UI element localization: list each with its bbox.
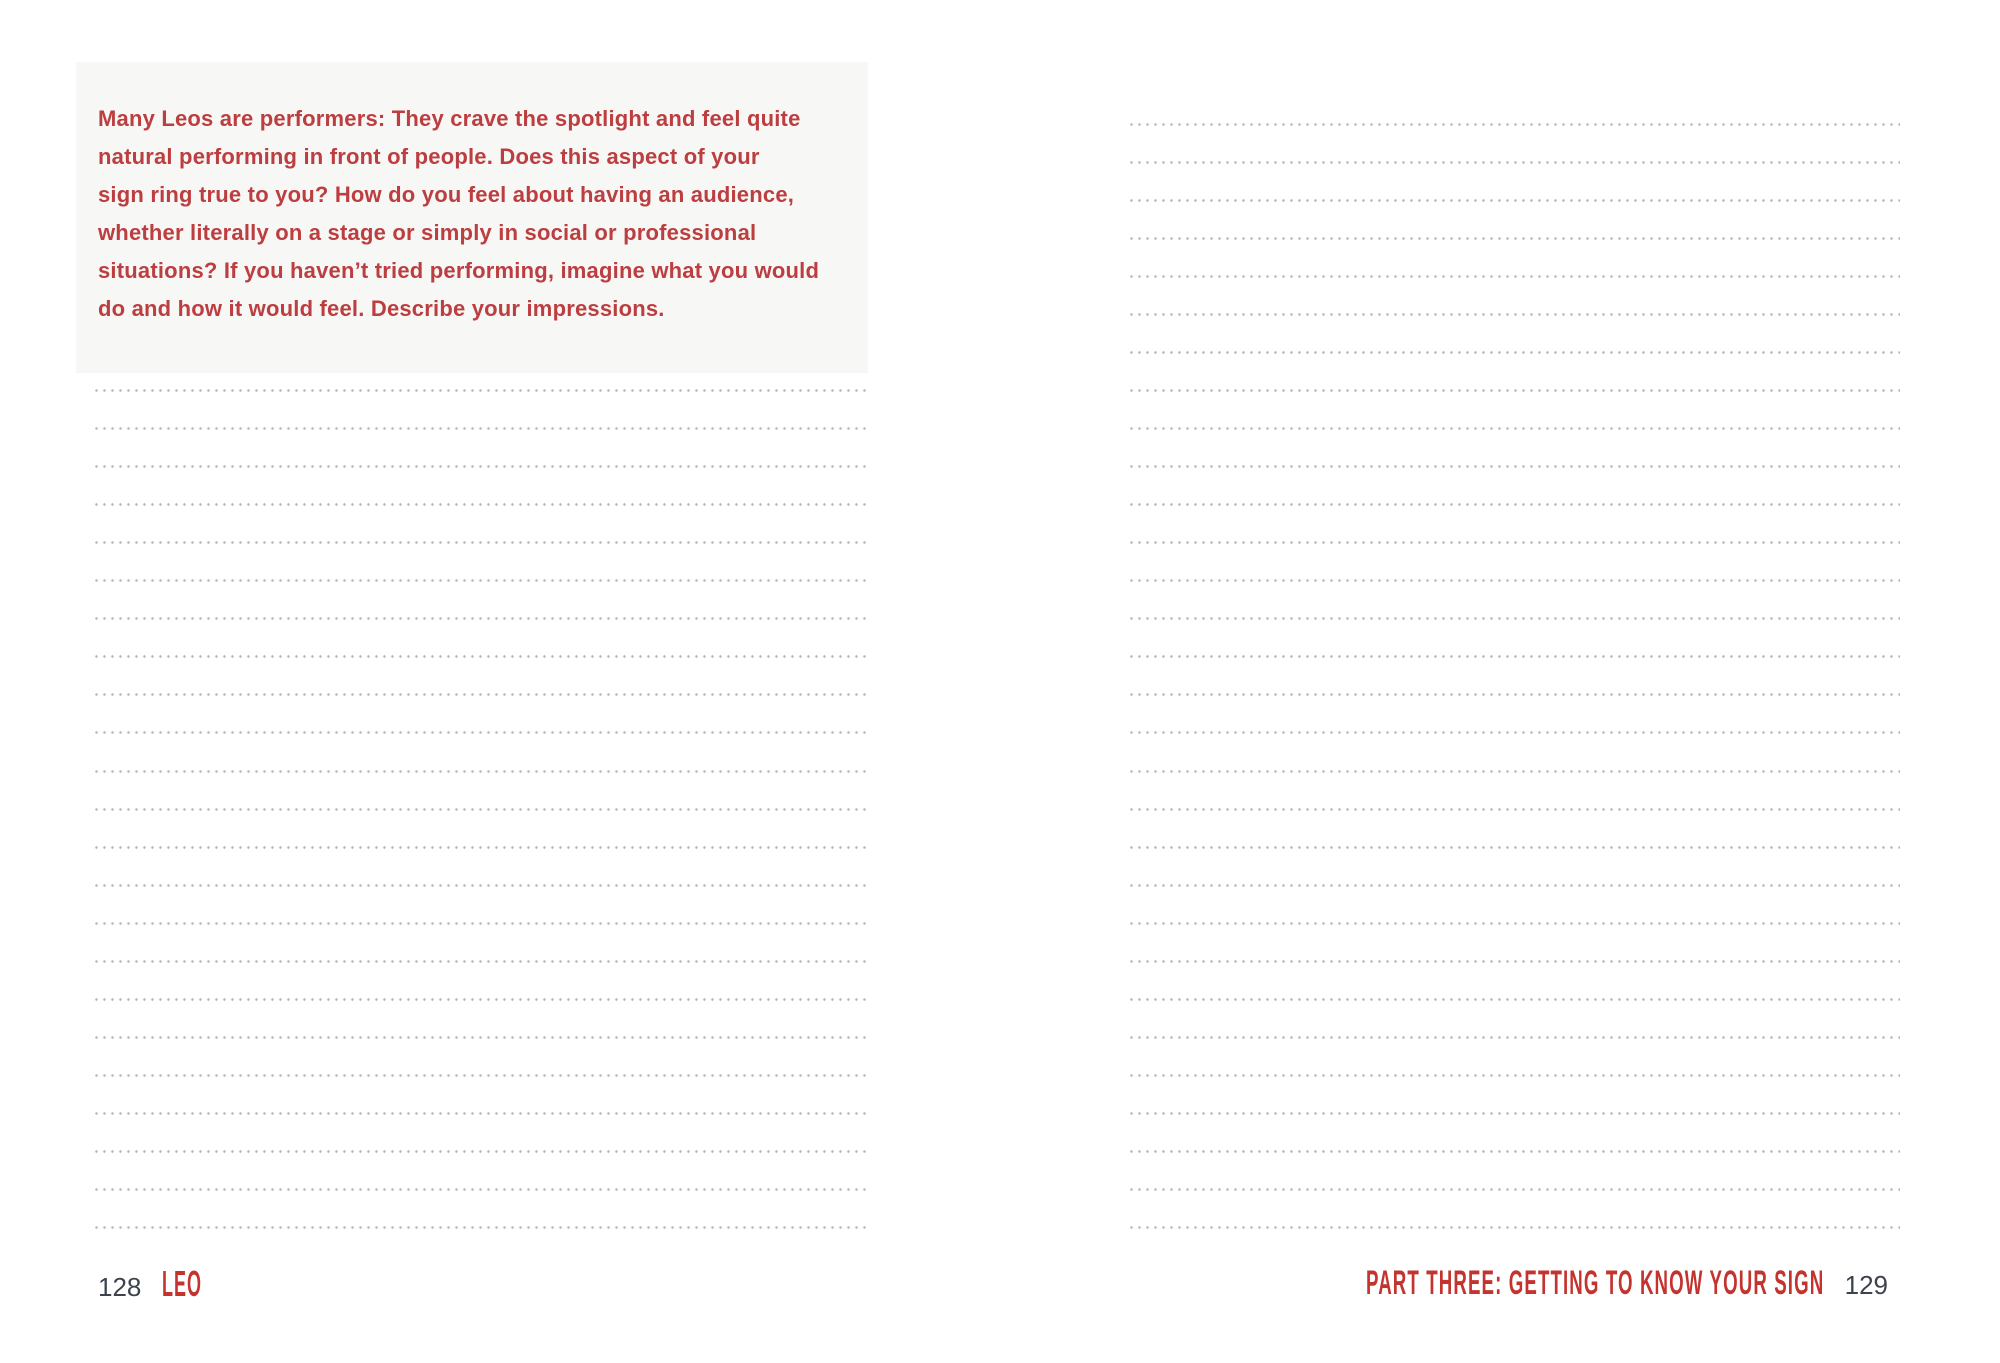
ruled-line: [1130, 389, 1900, 392]
ruled-line: [1130, 960, 1900, 963]
ruled-line: [1130, 998, 1900, 1001]
ruled-line: [1130, 161, 1900, 164]
ruled-line: [1130, 1036, 1900, 1039]
ruled-line: [95, 1226, 867, 1229]
ruled-line: [95, 1150, 867, 1153]
ruled-line: [95, 998, 867, 1001]
ruled-line: [95, 1188, 867, 1191]
left-page-footer: [98, 1263, 242, 1304]
ruled-line: [95, 884, 867, 887]
ruled-line: [1130, 123, 1900, 126]
ruled-line: [1130, 541, 1900, 544]
right-page-footer: [991, 1266, 1888, 1300]
prompt-text-line: whether literally on a stage or simply in social or professional: [98, 220, 757, 245]
ruled-line: [95, 693, 867, 696]
ruled-line: [1130, 731, 1900, 734]
ruled-line: [1130, 1074, 1900, 1077]
ruled-line: [1130, 579, 1900, 582]
ruled-line: [95, 617, 867, 620]
prompt-text-line: situations? If you haven’t tried performing, imagine what you would: [98, 258, 820, 283]
ruled-line: [1130, 1150, 1900, 1153]
journal-prompt: [98, 100, 819, 328]
ruled-line: [1130, 693, 1900, 696]
ruled-line: [95, 808, 867, 811]
prompt-text-line: natural performing in front of people. Does this aspect of your: [98, 144, 760, 169]
ruled-line: [95, 541, 867, 544]
ruled-line: [95, 427, 867, 430]
prompt-text-line: Many Leos are performers: They crave the spotlight and feel quite: [98, 106, 801, 131]
ruled-line: [1130, 617, 1900, 620]
ruled-line: [95, 1074, 867, 1077]
ruled-line: [1130, 884, 1900, 887]
ruled-line: [95, 1112, 867, 1115]
ruled-line: [1130, 427, 1900, 430]
ruled-line: [1130, 503, 1900, 506]
prompt-text-line: do and how it would feel. Describe your impressions.: [98, 296, 665, 321]
ruled-line: [95, 389, 867, 392]
page-number-left: 128: [98, 1272, 142, 1302]
ruled-line: [1130, 465, 1900, 468]
ruled-line: [1130, 1226, 1900, 1229]
ruled-line: [1130, 275, 1900, 278]
section-label-part-three: PART THREE: GETTING TO KNOW YOUR SIGN: [1366, 1264, 1825, 1302]
ruled-line: [1130, 237, 1900, 240]
ruled-line: [1130, 1112, 1900, 1115]
ruled-line: [95, 655, 867, 658]
ruled-line: [95, 846, 867, 849]
ruled-line: [1130, 922, 1900, 925]
chapter-label-leo: LEO: [162, 1263, 203, 1304]
ruled-line: [1130, 199, 1900, 202]
ruled-line: [95, 579, 867, 582]
page-number-right: 129: [1844, 1270, 1888, 1300]
ruled-line: [95, 503, 867, 506]
ruled-line: [1130, 808, 1900, 811]
ruled-line: [95, 731, 867, 734]
ruled-line: [95, 770, 867, 773]
ruled-line: [1130, 351, 1900, 354]
prompt-text-line: sign ring true to you? How do you feel about having an audience,: [98, 182, 795, 207]
ruled-line: [1130, 655, 1900, 658]
ruled-line: [95, 922, 867, 925]
ruled-line: [95, 1036, 867, 1039]
ruled-line: [95, 960, 867, 963]
ruled-line: [1130, 770, 1900, 773]
ruled-line: [95, 465, 867, 468]
ruled-line: [1130, 313, 1900, 316]
ruled-line: [1130, 846, 1900, 849]
ruled-line: [1130, 1188, 1900, 1191]
